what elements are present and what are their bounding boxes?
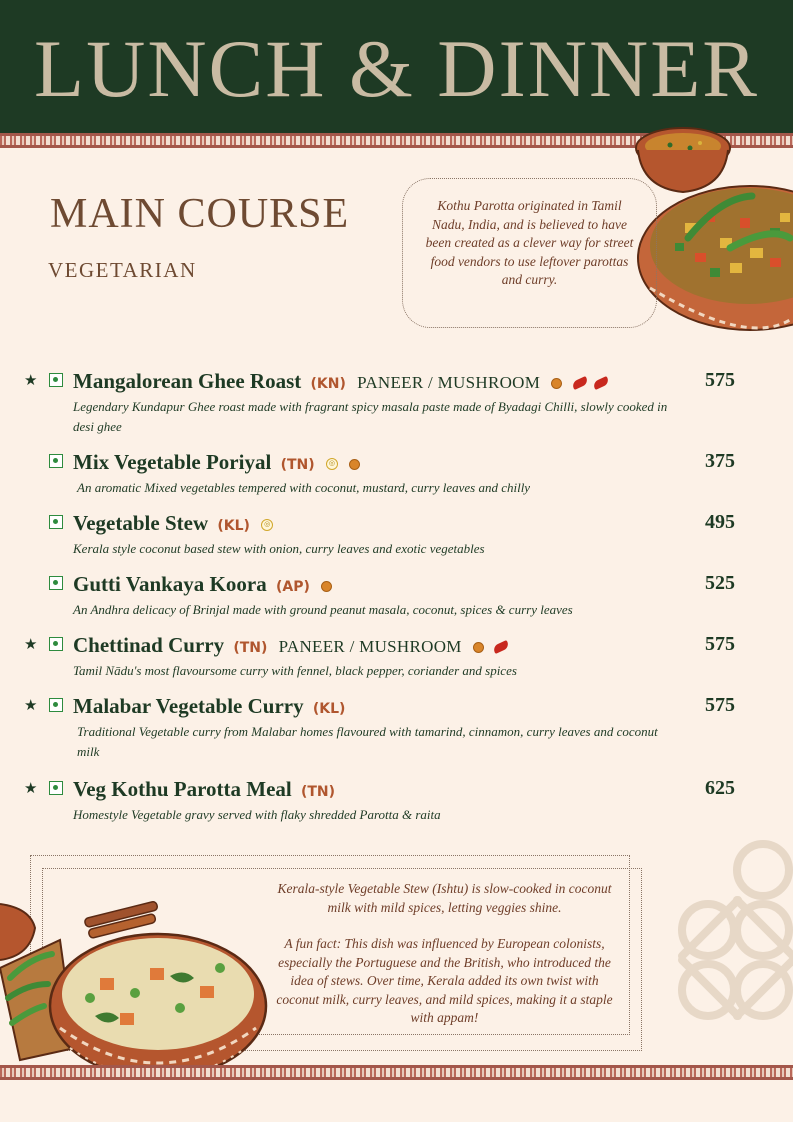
star-icon: ★ (24, 371, 38, 389)
veg-icon (49, 637, 63, 651)
veg-icon (49, 698, 63, 712)
item-region: (KL) (312, 701, 346, 717)
item-region: (TN) (280, 457, 315, 473)
item-price: 495 (705, 511, 735, 533)
gluten-free-icon: ◎ (326, 458, 338, 470)
item-price: 375 (705, 450, 735, 472)
item-variant: PANEER / MUSHROOM (357, 373, 541, 392)
fact-text: Kothu Parotta originated in Tamil Nadu, India, and is believed to have been created as a clever way for street food vendors to use leftover parottas and curry. (425, 198, 634, 287)
item-description: Traditional Vegetable curry from Malabar homes flavoured with tamarind, cinnamon, curry leaves and coconut milk (77, 724, 658, 759)
item-price: 575 (705, 633, 735, 655)
item-description: Kerala style coconut based stew with onion, curry leaves and exotic vegetables (73, 541, 485, 556)
item-name: Veg Kothu Parotta Meal (73, 777, 292, 801)
veg-icon (49, 373, 63, 387)
nut-icon (349, 459, 360, 470)
item-region: (TN) (300, 784, 336, 800)
star-icon: ★ (24, 635, 38, 653)
item-name: Malabar Vegetable Curry (73, 694, 304, 718)
vegetable-stew-illustration (0, 898, 270, 1116)
chilli-icon (571, 376, 589, 390)
item-name: Mix Vegetable Poriyal (73, 450, 272, 474)
section-title: MAIN COURSE (50, 191, 350, 237)
item-region: (AP) (275, 579, 310, 595)
item-region: (TN) (233, 640, 268, 656)
item-region: (KL) (217, 518, 250, 534)
header-banner (0, 0, 793, 133)
star-icon: ★ (24, 696, 38, 714)
item-price: 575 (705, 694, 735, 716)
item-region: (KN) (310, 376, 346, 392)
kolam-pattern-icon (668, 830, 793, 1055)
nut-icon (551, 378, 562, 389)
chilli-icon (492, 640, 510, 654)
decorative-border-bottom (0, 1065, 793, 1080)
gluten-free-icon: ◎ (261, 519, 273, 531)
item-price: 625 (705, 777, 735, 799)
star-icon: ★ (24, 779, 38, 797)
item-description: Tamil Nādu's most flavoursome curry with fennel, black pepper, coriander and spices (73, 663, 517, 678)
item-name: Gutti Vankaya Koora (73, 572, 267, 596)
kothu-parotta-fact-box (402, 178, 657, 328)
item-description: An aromatic Mixed vegetables tempered with coconut, mustard, curry leaves and chilly (77, 480, 531, 495)
chilli-icon (592, 376, 610, 390)
veg-icon (49, 576, 63, 590)
item-name: Mangalorean Ghee Roast (73, 369, 302, 393)
story-paragraph: Kerala-style Vegetable Stew (Ishtu) is slow-cooked in coconut milk with mild spices, letting veggies shine. (277, 881, 612, 915)
veg-icon (49, 781, 63, 795)
item-description: Legendary Kundapur Ghee roast made with fragrant spicy masala paste made of Byadagi Chilli, slowly cooked in desi ghee (73, 399, 668, 434)
item-description: Homestyle Vegetable gravy served with flaky shredded Parotta & raita (73, 807, 441, 822)
nut-icon (473, 642, 484, 653)
item-variant: PANEER / MUSHROOM (278, 637, 462, 656)
item-name: Vegetable Stew (73, 511, 209, 535)
veg-icon (49, 454, 63, 468)
item-name: Chettinad Curry (73, 633, 225, 657)
item-description: An Andhra delicacy of Brinjal made with ground peanut masala, coconut, spices & curry leaves (73, 602, 573, 617)
nut-icon (321, 581, 332, 592)
item-price: 575 (705, 369, 735, 391)
veg-icon (49, 515, 63, 529)
story-paragraph: A fun fact: This dish was influenced by European colonists, especially the Portuguese and the British, who introduced the idea of stews. Over time, Kerala added its own twist with coconut milk, curry leaves, and mild spices, making it a staple with appam! (276, 936, 613, 1025)
page-title: LUNCH & DINNER (34, 23, 759, 114)
vegetable-stew-story (272, 880, 617, 1028)
section-subtitle: VEGETARIAN (48, 258, 197, 282)
item-price: 525 (705, 572, 735, 594)
